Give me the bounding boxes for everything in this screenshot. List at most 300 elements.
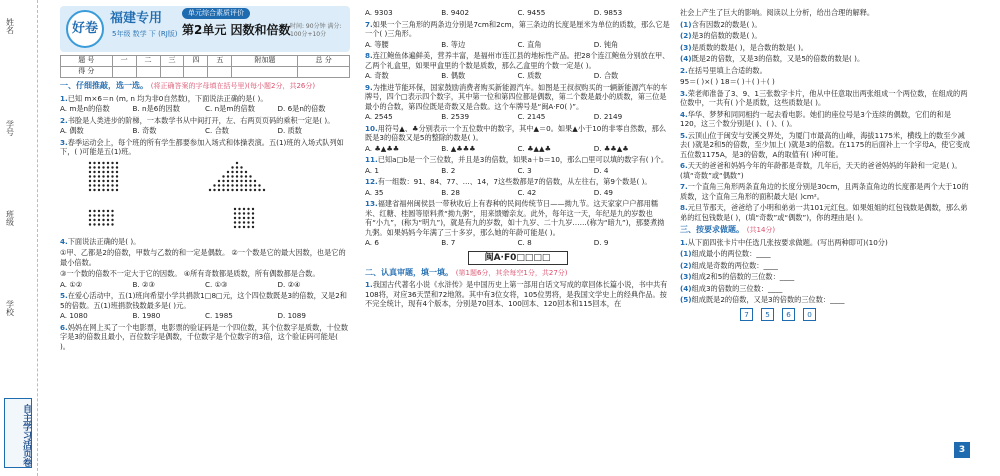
answer-option[interactable]: D. ♣♣▲♣ [593,143,629,153]
province-label: 福建专用 [110,11,163,26]
question-number: 6. [680,161,688,170]
formation-dot [243,212,245,214]
gutter-label: 姓名 [5,18,15,34]
formation-dot [247,212,249,214]
formation-dot [98,188,100,190]
question-item [60,291,350,321]
formation-dot [107,214,109,216]
answer-option[interactable]: D. 质数 [277,126,302,136]
formation-dot [238,221,240,223]
question-item [60,237,350,247]
formation-dot [231,184,233,186]
question-text: 组成是奇数的两位数：____ [691,260,778,270]
score-input[interactable] [232,67,298,78]
formation-dot [102,170,104,172]
formation-dot [89,214,91,216]
formation-dot [236,184,238,186]
question-item [680,161,970,180]
formation-dot [93,161,95,163]
formation-dot [222,184,224,186]
formation-dot [111,166,113,168]
formation-dot [102,209,104,211]
question-item [365,83,670,122]
formation-dot [102,161,104,163]
formation-dot [93,188,95,190]
question-number: 4. [680,109,688,119]
formation-dot [218,184,220,186]
answer-option[interactable]: A. 9303 [365,8,393,17]
section-heading: 二、认真审题，填一填。 [365,267,453,277]
question-number: 7. [680,182,688,191]
column-3 [680,6,970,324]
question-list [680,238,970,305]
question-text: 在括号里填上合适的数。 [687,65,767,75]
question-text: 组成最小的两位数：____ [691,249,771,259]
question-number: 3. [680,88,688,98]
brand-logo: 好卷 [66,10,104,48]
formation-dot [209,188,211,190]
score-input[interactable] [298,67,350,78]
question-text: 妈妈在网上买了一个电影票，电影票的验证码是一个四位数，其个位数字是质数，十位数字是3的倍数且最小，百位数字是偶数，千位数字是个位数字的3倍，这个验证码可能是( )。 [60,322,349,351]
formation-dot [254,188,256,190]
answer-option[interactable]: D. 4 [593,165,609,175]
question-item [365,199,670,248]
formation-dot [234,225,236,227]
question-text: 荣老师准备了3、9、1三张数字卡片，他从中任意取出两张组成一个两位数，在组成的两位数中，一共有( )个是质数，这些质数是( )。 [680,88,968,107]
formation-dot [231,170,233,172]
series-seal: 自主学习活页卷 [4,398,32,468]
formation-dot [93,179,95,181]
question-text: 在爱心活动中，五(1)班向希望小学共捐款1□8□元，这个四位数既是3的倍数，又是2和5的倍数。五(1)班捐款钱数最多是( )元。 [60,291,347,310]
formation-dot [102,166,104,168]
answer-option[interactable]: D. 9853 [593,8,623,17]
formation-dot [93,209,95,211]
question-item [680,8,970,18]
formation-dot [240,175,242,177]
formation-dot [247,207,249,209]
question-number: 2. [680,65,688,75]
answer-option[interactable]: A. ♣▲♣♣ [365,143,400,153]
formation-dot [89,188,91,190]
formation-dot [245,184,247,186]
question-text: 从下面四张卡片中任选几张按要求做题。(写出两种即可)(10分) [687,237,888,247]
question-number: 5. [60,291,68,301]
question-item [365,8,670,18]
option-row [60,126,350,136]
formation-dot [89,223,91,225]
question-list [680,8,970,222]
formation-dot [93,223,95,225]
answer-option[interactable]: B. 2539 [441,112,470,121]
answer-option[interactable]: C. 42 [517,187,537,197]
question-text: 书脸是人类进步的阶梯，一本数学书从中间打开，左、右两页页码的乘积一定是( )。 [67,115,335,125]
formation-dot [98,170,100,172]
formation-dot [107,161,109,163]
formation-dot [218,188,220,190]
answer-option[interactable]: C. 1985 [205,311,233,321]
formation-dot [111,170,113,172]
formation-dot [89,175,91,177]
formation-dot [98,218,100,220]
question-item [60,269,350,289]
question-item [365,124,670,154]
question-number: 3. [60,137,68,147]
answer-option[interactable]: A. 偶数 [60,126,84,136]
formation-dot [263,188,265,190]
question-item [365,155,670,175]
formation-dot [227,188,229,190]
score-cell: 题 号 [61,56,113,67]
question-number: 13. [365,199,378,208]
option-row [60,311,350,321]
formation-dot [234,216,236,218]
formation-dot [240,166,242,168]
answer-option[interactable]: C. 合数 [205,126,229,136]
formation-dot [116,188,118,190]
answer-option[interactable]: C. n是m的倍数 [205,104,255,114]
question-text: 含有因数2的数是( )。 [691,19,762,29]
question-number: (1) [680,249,692,259]
formation-dot [102,214,104,216]
formation-dot [236,161,238,163]
answer-option[interactable]: D. 6是n的倍数 [277,104,326,114]
answer-option[interactable]: A. 1 [365,165,379,175]
question-text: 是质数的数是( )，是合数的数是( )。 [691,42,808,52]
answer-option[interactable]: B. 9402 [441,8,470,17]
formation-dot [102,184,104,186]
option-row [365,40,670,50]
formation-dot [231,175,233,177]
number-card: 6 [782,308,795,321]
score-input[interactable] [136,67,160,78]
score-cell: 四 [184,56,208,67]
formation-dot [254,179,256,181]
question-item [680,131,970,160]
answer-option[interactable]: D. ②④ [277,279,301,289]
question-number: (3) [680,272,692,282]
formation-dot [254,184,256,186]
unit-title: 第2单元 因数和倍数 [182,23,291,37]
question-text: 组成3的倍数的三位数：____ [691,283,783,293]
formation-dot [252,221,254,223]
answer-option[interactable]: D. 合数 [593,71,619,80]
option-row [60,104,350,114]
section-title [680,225,970,236]
formation-dot [111,214,113,216]
formation-dot [116,184,118,186]
formation-dot [252,225,254,227]
answer-option[interactable]: A. ①② [60,279,83,289]
answer-option[interactable]: B. 偶数 [441,71,466,80]
formation-dot [111,179,113,181]
binding-gutter [0,0,38,476]
answer-option[interactable]: A. 1080 [60,311,88,321]
score-cell: 三 [160,56,184,67]
question-number: (4) [680,54,692,63]
question-number: 1. [60,93,68,103]
page-number: 3 [954,442,970,458]
formation-dot [258,188,260,190]
question-text: ③一个数的倍数不一定大于它的因数。 ④所有奇数都是质数，所有偶数都是合数。 [60,269,320,279]
formation-dot [249,175,251,177]
formation-dot [245,188,247,190]
question-number: 11. [365,155,378,164]
question-number: 10. [365,123,378,133]
answer-option[interactable]: A. 2545 [365,112,393,121]
answer-option[interactable]: C. 直角 [517,39,542,49]
header-banner [60,6,350,52]
section-note: (第1题6分，其余每空1分，共27分) [455,268,568,277]
formation-dot [231,179,233,181]
formation-dot [107,218,109,220]
formation-dot [98,175,100,177]
question-item [680,203,970,222]
formation-dot [111,188,113,190]
question-item [60,138,350,157]
formation-dot [89,184,91,186]
formation-dot [252,207,254,209]
score-input[interactable] [208,67,232,78]
question-text: 下面说法正确的是( )。 [67,236,141,246]
answer-option[interactable]: C. ♣▲▲♣ [517,143,552,153]
formation-dot [222,175,224,177]
formation-dot [111,209,113,211]
answer-option[interactable]: C. 8 [517,238,532,247]
score-input[interactable] [184,67,208,78]
formation-dot [89,209,91,211]
formation-dot [102,179,104,181]
question-text: 既是2的倍数，又是3的倍数，又是5的倍数的数是( )。 [691,54,865,63]
formation-dot [98,179,100,181]
formation-dot [245,179,247,181]
question-number: (2) [680,260,692,270]
formation-dot [234,221,236,223]
answer-option[interactable]: A. m是n的倍数 [60,104,110,114]
formation-dot [249,188,251,190]
answer-option[interactable]: B. 28 [441,187,460,197]
option-row [365,112,670,122]
question-list [60,94,350,352]
number-card: 0 [803,308,816,321]
score-input[interactable] [160,67,184,78]
number-card: 5 [761,308,774,321]
answer-option[interactable]: C. 2145 [517,112,546,121]
answer-option[interactable]: B. 7 [441,238,456,247]
formation-dot [93,184,95,186]
formation-dot [89,218,91,220]
formation-dot [240,188,242,190]
formation-dot [213,184,215,186]
gutter-label: 学校 [5,300,15,316]
answer-option[interactable]: D. 钝角 [593,39,619,49]
score-input[interactable] [112,67,136,78]
formation-dot [93,218,95,220]
formation-dot [89,161,91,163]
formation-dot [243,221,245,223]
section-heading: 一、仔细推敲，选一选。 [60,81,148,90]
formation-dot [102,188,104,190]
formation-dot [227,184,229,186]
question-item [680,89,970,108]
formation-dot [245,175,247,177]
score-header-row [61,56,350,67]
column-1 [60,6,350,351]
answer-option[interactable]: C. 9455 [517,8,546,17]
question-number: 8. [365,51,373,60]
formation-dot [249,184,251,186]
question-item [680,238,970,248]
formation-dot [93,175,95,177]
question-text: 95＝( )×( ) 18＝( )＋( )＋( ) [680,77,775,86]
formation-dot [107,223,109,225]
formation-dot [98,184,100,186]
answer-option[interactable]: D. 49 [593,187,613,197]
question-number: (2) [680,31,692,40]
question-list [365,8,670,248]
answer-option[interactable]: A. 奇数 [365,71,389,80]
question-number: 6. [60,322,68,332]
question-text: 用符号▲、♣分别表示一个五位数中的数字，其中▲＝0。如果▲小于10的非零自然数，那么既是3的倍数又是5的整除的数是( )。 [365,123,667,142]
score-value-row [61,67,350,78]
question-item [680,249,970,259]
section-title [365,268,670,279]
answer-option[interactable]: B. 奇数 [132,126,157,136]
formation-dot [238,212,240,214]
option-row [365,188,670,198]
section-note: (将正确答案的字母填在括号里)(每小题2分，共26分) [150,82,316,90]
answer-option[interactable]: C. ①③ [205,279,228,289]
gutter-label: 班级 [5,210,15,226]
question-text: 福建省福州闽侯县一带秋收后上有春种的民间传统节日——拗九节。这天家家户户都用糯米、红糖、桂圆等原料煮“拗九粥”，用来馈赠亲友。此外，每年这一天，年纪是九的岁数也有“小九”，(称为“明九”)，就是有九的岁数，如十九岁、二十九岁……(称为“暗九”)，那要煮拗九粥。如果妈妈今年满了三十多岁，那么她的年龄可能是( )。 [365,199,665,237]
score-cell: 二 [136,56,160,67]
formation-dot [116,175,118,177]
license-plate: 闽A·F0□□□□ [468,251,568,265]
formation-dot [231,166,233,168]
formation-dot [98,223,100,225]
question-item [680,31,970,41]
score-table [60,55,350,78]
question-item [365,177,670,197]
formation-dot [98,214,100,216]
answer-option[interactable]: D. 1089 [277,311,306,321]
question-item [680,54,970,64]
formation-dot [238,225,240,227]
question-list [365,280,670,309]
formation-dot [243,225,245,227]
answer-option[interactable]: C. 3 [517,165,532,175]
question-number: 7. [365,19,373,29]
answer-option[interactable]: B. ▲♣♣♣ [441,143,476,153]
answer-option[interactable]: A. 35 [365,187,384,197]
number-cards [740,308,970,321]
option-row [365,71,670,81]
formation-dot [98,166,100,168]
section-title [60,81,350,92]
answer-option[interactable]: B. n是6的因数 [132,104,180,114]
question-text: ①甲、乙都是2的倍数，甲数与乙数的和一定是偶数。 ②一个数是它的最大因数，也是它的最小倍数。 [60,248,346,267]
question-number: (4) [680,283,692,293]
formation-dot [89,179,91,181]
formation-dot [102,223,104,225]
question-text: 有一组数：91、84、77、…、14，7这些数都是7的倍数，从左往右，第9个数是( )。 [377,177,652,186]
formation-dot [107,175,109,177]
formation-dot [107,188,109,190]
formation-dot [93,170,95,172]
question-number: 2. [60,115,68,125]
assessment-tag: 单元综合素质评价 [182,8,250,19]
answer-option[interactable]: D. 9 [593,238,609,247]
answer-option[interactable]: A. 等腰 [365,39,389,49]
section-heading: 三、按要求做题。 [680,225,744,234]
formation-dot [111,223,113,225]
question-number: 8. [680,203,688,212]
option-row [365,8,670,18]
formation-dot [111,184,113,186]
question-text: 我国古代著名小说《水浒传》是中国历史上第一部用白话文写成的章回体长篇小说，书中共有108将，对应36天罡和72地煞。其中有3位女将，105位男将，是我国文学史上的经典作品。按不完全统计，现有4个版本，分别是70回本、100回本、120回本和115回本，在 [365,280,668,309]
score-cell: 五 [208,56,232,67]
answer-option[interactable]: B. ②③ [132,279,155,289]
option-row [60,280,350,290]
score-cell: 附加题 [232,56,298,67]
formation-dot [116,166,118,168]
formation-dot [218,179,220,181]
formation-dot [107,209,109,211]
formation-dot [116,170,118,172]
answer-option[interactable]: C. 质数 [517,71,542,80]
formation-dot [238,216,240,218]
question-item [365,20,670,50]
question-text: 已知a□b是一个三位数，并且是3的倍数，如果a＋b＝10，那么□里可以填的数字有( )个。 [377,155,669,164]
formation-dot [227,179,229,181]
formation-dot [107,179,109,181]
formation-dot [111,218,113,220]
formation-dot [102,175,104,177]
question-number: 4. [60,236,68,246]
formation-dot [93,166,95,168]
number-card: 7 [740,308,753,321]
question-item [680,284,970,294]
formation-dot [231,188,233,190]
question-item [60,248,350,267]
question-item [680,43,970,53]
question-number: 12. [365,177,378,186]
question-item [680,110,970,129]
question-text: 社会上产生了巨大的影响。阅读以上分析，给出合理的解释。 [680,8,875,17]
formation-dot [234,212,236,214]
formation-dot [240,170,242,172]
question-text: 华华、梦梦和同同相约一起去看电影。她们的座位号是3个连续的偶数，它们的和是120，这三个数分别是( )、( )、( )。 [680,109,952,128]
formation-dot [227,170,229,172]
formation-dot [245,170,247,172]
answer-option[interactable]: A. 6 [365,238,379,247]
answer-option[interactable]: D. 2149 [593,112,623,121]
formation-dot [89,166,91,168]
question-number: (3) [680,42,692,52]
question-item [60,94,350,114]
formation-dot [107,184,109,186]
question-item [680,77,970,87]
answer-option[interactable]: B. 1980 [132,311,161,321]
answer-option[interactable]: B. 等边 [441,39,466,49]
formation-dot [243,216,245,218]
formation-dot [249,179,251,181]
formation-dot [222,188,224,190]
formation-dot [111,161,113,163]
question-number: 9. [365,82,373,92]
question-item [680,66,970,76]
answer-option[interactable]: B. 2 [441,165,456,175]
score-cell: 一 [112,56,136,67]
